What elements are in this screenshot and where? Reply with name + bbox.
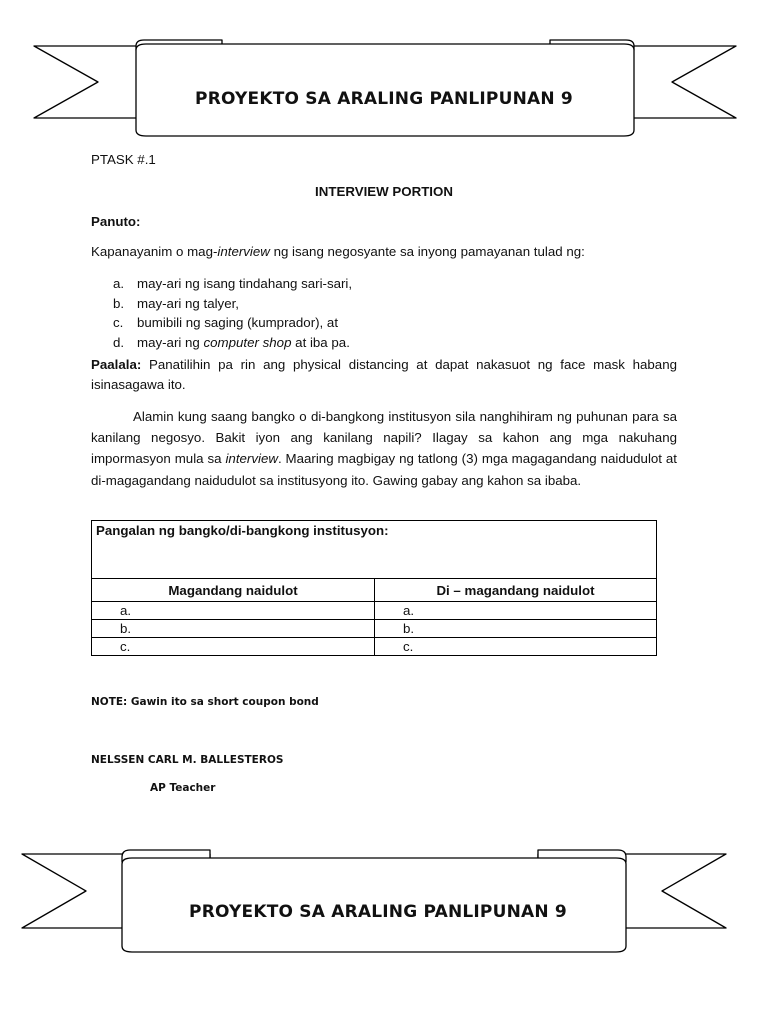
panuto-label: Panuto: [91, 214, 141, 229]
option-text: may-ari ng [137, 334, 204, 350]
paalala-body: Panatilihin pa rin ang physical distancing at dapat nakasuot ng face mask habang isinasagawa ito. [91, 357, 677, 392]
options-list [113, 274, 673, 352]
table-cell[interactable]: b. [375, 620, 657, 638]
institution-table [91, 520, 657, 656]
note-text: NOTE: Gawin ito sa short coupon bond [91, 696, 319, 708]
paalala-text [91, 355, 677, 395]
paragraph-part2: . Maaring magbigay ng tatlong (3) mga magagandang naidudulot at di-magagandang naidudulot sa institusyong ito. Gawing gabay ang kahon sa ibaba. [91, 451, 677, 488]
list-marker: b. [113, 295, 125, 311]
teacher-name: NELSSEN CARL M. BALLESTEROS [91, 754, 284, 766]
list-marker: a. [113, 276, 125, 291]
ribbon-banner-bottom [0, 846, 768, 956]
table-cell[interactable]: a. [92, 602, 375, 620]
main-paragraph [91, 406, 677, 491]
table-header-bad: Di – magandang naidulot [375, 579, 657, 602]
instruction-before: Kapanayanim o mag- [91, 244, 218, 259]
option-after: at iba pa. [291, 334, 350, 350]
paragraph-part1: Alamin kung saang bangko o di-bangkong institusyon sila nanghihiram ng puhunan para sa kanilang negosyo. Bakit iyon ang kanilang napili? Ilagay sa kahon ang mga nakuhang impormasyon mula sa [91, 409, 677, 467]
list-item [113, 333, 673, 353]
option-text: bumibili ng saging (kumprador), at [137, 315, 339, 330]
instruction-after: ng isang negosyante sa inyong pamayanan tulad ng: [269, 244, 585, 259]
instruction-italic: interview [217, 244, 270, 259]
instruction-text [91, 242, 691, 262]
table-row [92, 602, 657, 620]
section-heading: INTERVIEW PORTION [315, 184, 453, 199]
table-row [92, 638, 657, 656]
list-marker: d. [113, 334, 125, 350]
table-cell[interactable]: c. [375, 638, 657, 656]
table-cell[interactable]: b. [92, 620, 375, 638]
table-cell[interactable]: c. [92, 638, 375, 656]
banner-top-title: PROYEKTO SA ARALING PANLIPUNAN 9 [195, 89, 573, 109]
list-item [113, 294, 673, 314]
option-text: may-ari ng isang tindahang sari-sari, [137, 276, 353, 291]
table-title-cell[interactable] [92, 521, 657, 579]
list-item [113, 274, 673, 294]
option-italic: computer shop [203, 334, 292, 350]
table-header-good: Magandang naidulot [92, 579, 375, 602]
option-text: may-ari ng talyer, [137, 295, 239, 311]
table-cell[interactable]: a. [375, 602, 657, 620]
list-item [113, 313, 673, 333]
table-row [92, 620, 657, 638]
paalala-label: Paalala: [91, 357, 142, 372]
ptask-label: PTASK #.1 [91, 152, 156, 167]
table-title: Pangalan ng bangko/di-bangkong institusyon: [96, 523, 389, 538]
paragraph-italic: interview [225, 451, 278, 467]
teacher-role: AP Teacher [150, 782, 216, 794]
list-marker: c. [113, 315, 124, 330]
banner-bottom-title: PROYEKTO SA ARALING PANLIPUNAN 9 [189, 902, 567, 922]
